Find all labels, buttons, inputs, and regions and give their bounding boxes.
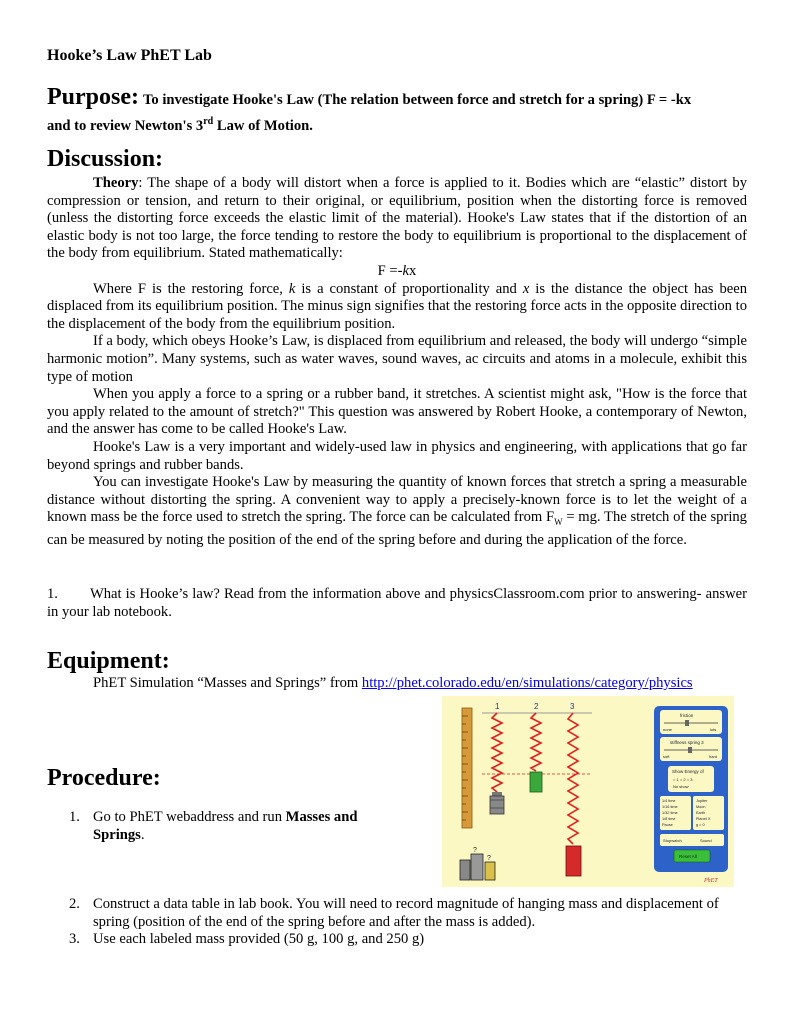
svg-text:none: none xyxy=(663,727,672,732)
theory-paragraph: Theory: The shape of a body will distort when a force is applied to it. Bodies which are “elastic” distort by compression or tension, and return to their original, or equilibrium, position when the distorting force is removed (unless the distorting force exceeds the elastic limit of the material). Hooke's Law states that if the distortion of an elastic body is not too large, the force tending to restore the body to equilibrium is proportional to the displacement of the body from equilibrium. Stated mathematically: xyxy=(47,175,747,262)
importance-paragraph: Hooke's Law is a very important and widely-used law in physics and engineering, with applications that go far beyond springs and rubber bands. xyxy=(47,438,747,473)
svg-text:1/32 time: 1/32 time xyxy=(662,811,678,815)
svg-text:hard: hard xyxy=(709,754,718,759)
discussion-heading: Discussion: xyxy=(47,146,164,172)
svg-text:Planet X: Planet X xyxy=(696,817,711,821)
svg-text:1/8 time: 1/8 time xyxy=(662,817,676,821)
ruler-icon xyxy=(462,708,472,828)
svg-text:Jupiter: Jupiter xyxy=(696,799,708,803)
svg-text:Stopwatch: Stopwatch xyxy=(663,838,682,843)
purpose-text-line1: To investigate Hooke's Law (The relation between force and stretch for a spring) F = -kx xyxy=(143,92,692,108)
svg-text:Moon: Moon xyxy=(696,805,706,809)
hanging-mass-green xyxy=(530,772,542,792)
procedure-steps-2-3 xyxy=(47,896,747,949)
svg-text:1/16 time: 1/16 time xyxy=(662,805,678,809)
spring-1-label: 1 xyxy=(495,702,500,711)
procedure-step-2: 2. Construct a data table in lab book. You will need to record magnitude of hanging mass and displacement of spring (position of the end of the spring before and after the mass is added). xyxy=(69,896,719,930)
procedure-heading: Procedure: xyxy=(47,765,161,791)
where-paragraph: Where F is the restoring force, k is a constant of proportionality and x is the distance the object has been displaced from its equilibrium position. The minus sign signifies that the restoring force acts in the opposite direction to the displacement of the body from the equilibrium position. xyxy=(47,280,747,332)
purpose-text-line2: and to review Newton's 3rd Law of Motion. xyxy=(47,116,313,134)
spring-2-label: 2 xyxy=(534,702,539,711)
hanging-mass-gray xyxy=(490,792,504,814)
svg-text:Reset All: Reset All xyxy=(679,854,697,859)
question-1 xyxy=(47,586,747,621)
svg-text:friction: friction xyxy=(680,713,694,718)
purpose-heading: Purpose: xyxy=(47,84,139,110)
svg-text:No show: No show xyxy=(673,784,689,789)
svg-text:lots: lots xyxy=(710,727,717,732)
svg-text:stiffness spring 3: stiffness spring 3 xyxy=(670,740,704,745)
equipment-text: PhET Simulation “Masses and Springs” from http://phet.colorado.edu/en/simulations/category/physics xyxy=(93,675,693,691)
discussion-body xyxy=(47,175,747,549)
equipment-heading: Equipment: xyxy=(47,648,170,674)
svg-text:Earth: Earth xyxy=(696,811,706,815)
formula: F =-kx xyxy=(377,262,417,279)
svg-text:Sound: Sound xyxy=(700,838,712,843)
document-title: Hooke’s Law PhET Lab xyxy=(47,47,212,64)
svg-text:Show Energy of: Show Energy of xyxy=(672,769,704,774)
procedure-step-1: 1. Go to PhET webaddress and run Masses and Springs. xyxy=(69,809,358,843)
procedure-step-3: 3. Use each labeled mass provided (50 g, 100 g, and 250 g) xyxy=(69,931,425,948)
svg-text:g = 0: g = 0 xyxy=(696,823,705,827)
shm-paragraph: If a body, which obeys Hooke’s Law, is displaced from equilibrium and released, the body will undergo “simple harmonic motion”. Many systems, such as water waves, sound waves, ac circuits and atoms in a molecule, exhibit this type of motion xyxy=(47,333,747,385)
svg-text:1/4 time: 1/4 time xyxy=(662,799,676,803)
svg-text:soft: soft xyxy=(663,754,670,759)
svg-text:Pause: Pause xyxy=(662,823,673,827)
theory-label: Theory xyxy=(93,175,139,191)
investigate-paragraph: You can investigate Hooke's Law by measuring the quantity of known forces that stretch a spring a measurable distance without distorting the spring. A convenient way to apply a precisely-known force is to let the weight of a known mass be the force used to stretch the spring. The force can be calculated from $F_W$ = mg. The stretch of the spring can be measured by noting the position of the end of the spring before and during the application of the force. xyxy=(47,474,747,548)
spring-3-label: 3 xyxy=(570,702,575,711)
phet-simulation-image xyxy=(442,696,734,887)
svg-text:?: ? xyxy=(487,855,491,862)
phet-link[interactable]: http://phet.colorado.edu/en/simulations/category/physics xyxy=(361,675,693,691)
hanging-mass-red xyxy=(566,846,581,876)
control-panel xyxy=(654,706,728,872)
question-1-text: What is Hooke’s law? Read from the information above and physicsClassroom.com prior to answering- answer in your lab notebook. xyxy=(47,586,747,620)
question-1-number: 1. xyxy=(47,586,58,602)
phet-logo: PhET xyxy=(704,878,718,884)
svg-text:○ 1 ○ 2 ○ 3: ○ 1 ○ 2 ○ 3 xyxy=(673,777,693,782)
apply-force-paragraph: When you apply a force to a spring or a rubber band, it stretches. A scientist might ask, "How is the force that you apply related to the amount of stretch?" This question was answered by Robert Hooke, a contemporary of Newton, and the answer has come to be called Hooke's Law. xyxy=(47,386,747,438)
purpose-section xyxy=(47,86,747,137)
svg-text:?: ? xyxy=(473,847,477,854)
